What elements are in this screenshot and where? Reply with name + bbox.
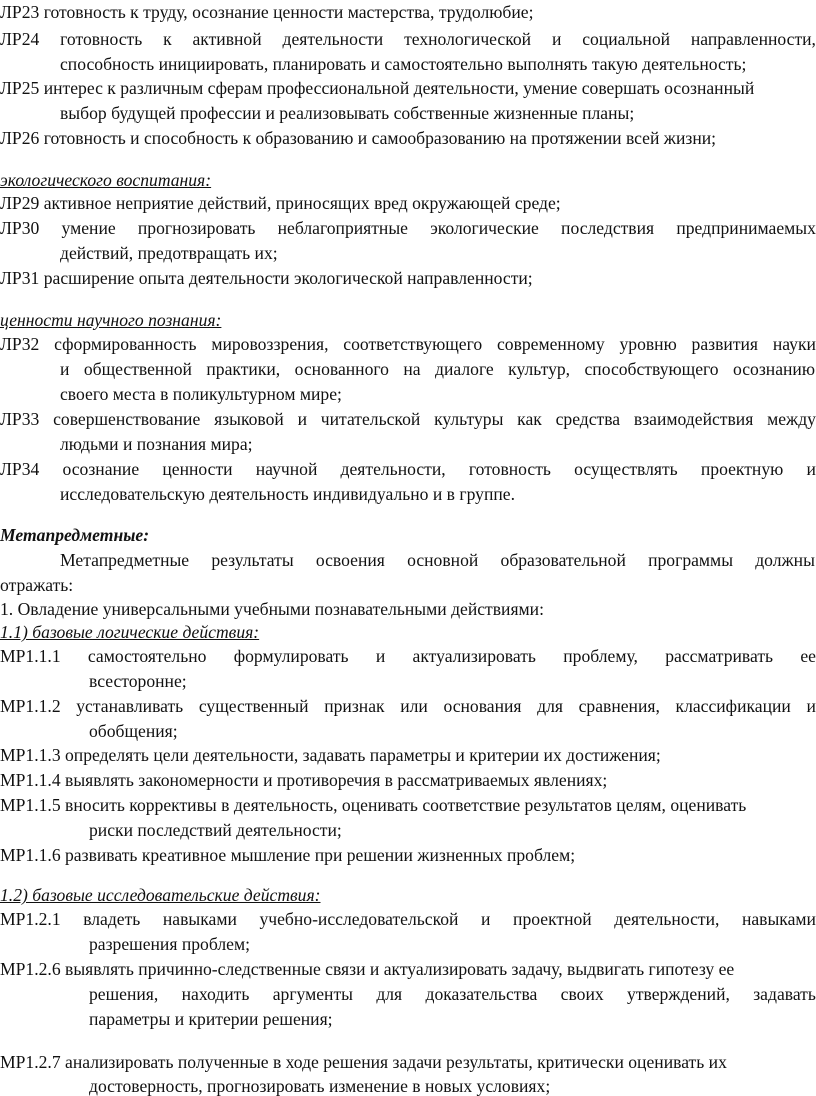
lr34-line-2: исследовательскую деятельность индивидуально и в группе. bbox=[60, 484, 515, 504]
mr126-line-3: параметры и критерии решения; bbox=[89, 1009, 333, 1029]
lr25-line-2: выбор будущей профессии и реализовывать собственные жизненные планы; bbox=[60, 103, 635, 123]
word: рассматривать bbox=[665, 646, 774, 666]
lr26-line: ЛР26 готовность и способность к образованию и самообразованию на протяжении всей жизни; bbox=[0, 128, 717, 148]
word: навыками bbox=[741, 909, 816, 929]
word: результаты bbox=[211, 550, 294, 570]
lr24-line-1 bbox=[0, 31, 816, 49]
word: уровню bbox=[619, 334, 677, 354]
word: формулировать bbox=[233, 646, 349, 666]
word: ЛР32 bbox=[0, 334, 40, 354]
word: МР1.1.1 bbox=[0, 646, 61, 666]
mr127-line-2: достоверность, прогнозировать изменение в новых условиях; bbox=[89, 1076, 551, 1096]
word: неблагоприятные bbox=[277, 218, 408, 238]
word: существенный bbox=[198, 696, 309, 716]
lr30-line-1 bbox=[0, 220, 816, 238]
word: научной bbox=[255, 459, 318, 479]
word: основной bbox=[407, 550, 479, 570]
word: основанного bbox=[294, 359, 389, 379]
word: образовательной bbox=[500, 550, 626, 570]
word: своих bbox=[560, 984, 604, 1004]
word: и bbox=[551, 29, 562, 49]
word: соответствующего bbox=[343, 334, 483, 354]
lr23-line: ЛР23 готовность к труду, осознание ценности мастерства, трудолюбие; bbox=[0, 2, 534, 22]
mr121-line-1 bbox=[0, 911, 816, 929]
word: умение bbox=[61, 218, 116, 238]
word: программы bbox=[648, 550, 734, 570]
word: деятельности bbox=[282, 29, 384, 49]
word: утверждений, bbox=[627, 984, 730, 1004]
word: последствия bbox=[561, 218, 655, 238]
mr112-line-2: обобщения; bbox=[89, 721, 178, 741]
word: современному bbox=[496, 334, 605, 354]
word: как bbox=[517, 409, 542, 429]
word: способствующего bbox=[584, 359, 719, 379]
word: учебно-исследовательской bbox=[259, 909, 459, 929]
word: признак bbox=[324, 696, 385, 716]
word: основания bbox=[443, 696, 522, 716]
word: сформированность bbox=[54, 334, 197, 354]
word: ЛР30 bbox=[0, 218, 40, 238]
meta-section-header: Метапредметные: bbox=[0, 525, 150, 545]
word: диалоге bbox=[435, 359, 494, 379]
mr111-line-2: всесторонне; bbox=[89, 671, 187, 691]
word: и bbox=[60, 359, 70, 379]
word: проблему, bbox=[563, 646, 638, 666]
word: ЛР34 bbox=[0, 459, 40, 479]
word: читательской bbox=[320, 409, 421, 429]
meta-intro-line-1 bbox=[60, 552, 815, 570]
mr114-line: МР1.1.4 выявлять закономерности и противоречия в рассматриваемых явлениях; bbox=[0, 770, 608, 790]
word: совершенствование bbox=[53, 409, 201, 429]
word: ее bbox=[800, 646, 816, 666]
word: устанавливать bbox=[76, 696, 184, 716]
word: деятельности, bbox=[340, 459, 446, 479]
mr112-line-1 bbox=[0, 698, 816, 716]
word: аргументы bbox=[272, 984, 353, 1004]
lr31-line: ЛР31 расширение опыта деятельности экологической направленности; bbox=[0, 268, 533, 288]
word: решения, bbox=[89, 984, 159, 1004]
word: для bbox=[537, 696, 563, 716]
word: взаимодействия bbox=[633, 409, 754, 429]
sub12-header: 1.2) базовые исследовательские действия: bbox=[0, 885, 321, 905]
lr24-line-2: способность инициировать, планировать и самостоятельно выполнять такую деятельность; bbox=[60, 54, 747, 74]
lr34-line-1 bbox=[0, 461, 816, 479]
word: готовность bbox=[60, 29, 143, 49]
lr33-line-2: людьми и познания мира; bbox=[60, 434, 253, 454]
word: ценности bbox=[162, 459, 233, 479]
word: осуществлять bbox=[574, 459, 678, 479]
word: проектную bbox=[700, 459, 784, 479]
word: готовность bbox=[468, 459, 551, 479]
word: направленности, bbox=[690, 29, 816, 49]
word: технологической bbox=[404, 29, 532, 49]
word: и bbox=[481, 909, 491, 929]
word: языковой bbox=[214, 409, 284, 429]
word: навыками bbox=[162, 909, 237, 929]
mr111-line-1 bbox=[0, 648, 816, 666]
word: культур, bbox=[508, 359, 571, 379]
word: актуализировать bbox=[412, 646, 536, 666]
word: владеть bbox=[83, 909, 141, 929]
word: МР1.1.2 bbox=[0, 696, 61, 716]
word: находить bbox=[181, 984, 250, 1004]
word: проектной bbox=[513, 909, 592, 929]
word: и bbox=[375, 646, 386, 666]
word: средства bbox=[555, 409, 621, 429]
word: ЛР24 bbox=[0, 29, 40, 49]
word: мировоззрения, bbox=[211, 334, 329, 354]
word: сравнения, bbox=[578, 696, 660, 716]
word: между bbox=[767, 409, 816, 429]
word: культуры bbox=[434, 409, 504, 429]
word: активной bbox=[192, 29, 262, 49]
mr116-line: МР1.1.6 развивать креативное мышление при решении жизненных проблем; bbox=[0, 845, 576, 865]
lr32-line-2 bbox=[60, 361, 815, 379]
lr32-line-1 bbox=[0, 336, 816, 354]
word: классификации bbox=[675, 696, 791, 716]
mr113-line: МР1.1.3 определять цели деятельности, задавать параметры и критерии их достижения; bbox=[0, 745, 661, 765]
lr30-line-2: действий, предотвращать их; bbox=[60, 243, 278, 263]
word: и bbox=[297, 409, 307, 429]
mr115-line-1: МР1.1.5 вносить коррективы в деятельность, оценивать соответствие результатов целям, оценивать bbox=[0, 795, 747, 815]
word: для bbox=[376, 984, 403, 1004]
word: должны bbox=[755, 550, 815, 570]
word: социальной bbox=[582, 29, 671, 49]
word: практики, bbox=[206, 359, 281, 379]
word: к bbox=[163, 29, 172, 49]
word: науки bbox=[772, 334, 816, 354]
word: самостоятельно bbox=[87, 646, 207, 666]
eco-section-header: экологического воспитания: bbox=[0, 170, 212, 190]
word: общественной bbox=[83, 359, 192, 379]
mr127-line-1: МР1.2.7 анализировать полученные в ходе решения задачи результаты, критически оценивать их bbox=[0, 1052, 727, 1072]
word: деятельности, bbox=[614, 909, 720, 929]
meta-point-1: 1. Овладение универсальными учебными познавательными действиями: bbox=[0, 599, 544, 619]
mr115-line-2: риски последствий деятельности; bbox=[89, 820, 342, 840]
word: развития bbox=[691, 334, 759, 354]
word: экологические bbox=[430, 218, 539, 238]
word: осознание bbox=[62, 459, 140, 479]
lr29-line: ЛР29 активное неприятие действий, приносящих вред окружающей среде; bbox=[0, 193, 561, 213]
word: на bbox=[403, 359, 421, 379]
word: прогнозировать bbox=[137, 218, 256, 238]
word: или bbox=[400, 696, 428, 716]
word: и bbox=[806, 459, 816, 479]
lr25-line-1: ЛР25 интерес к различным сферам профессиональной деятельности, умение совершать осознанный bbox=[0, 78, 755, 98]
mr121-line-2: разрешения проблем; bbox=[89, 934, 250, 954]
word: осознанию bbox=[733, 359, 815, 379]
word: и bbox=[806, 696, 816, 716]
mr126-line-2 bbox=[89, 986, 816, 1004]
mr126-line-1: МР1.2.6 выявлять причинно-следственные связи и актуализировать задачу, выдвигать гипотезу ее bbox=[0, 959, 735, 979]
word: предпринимаемых bbox=[676, 218, 816, 238]
sci-section-header: ценности научного познания: bbox=[0, 310, 222, 330]
lr32-line-3: своего места в поликультурном мире; bbox=[60, 384, 342, 404]
word: Метапредметные bbox=[60, 550, 190, 570]
word: доказательства bbox=[425, 984, 538, 1004]
sub11-header: 1.1) базовые логические действия: bbox=[0, 622, 260, 642]
word: задавать bbox=[753, 984, 816, 1004]
word: ЛР33 bbox=[0, 409, 40, 429]
word: освоения bbox=[315, 550, 385, 570]
lr33-line-1 bbox=[0, 411, 816, 429]
meta-intro-line-2: отражать: bbox=[0, 575, 74, 595]
word: МР1.2.1 bbox=[0, 909, 61, 929]
